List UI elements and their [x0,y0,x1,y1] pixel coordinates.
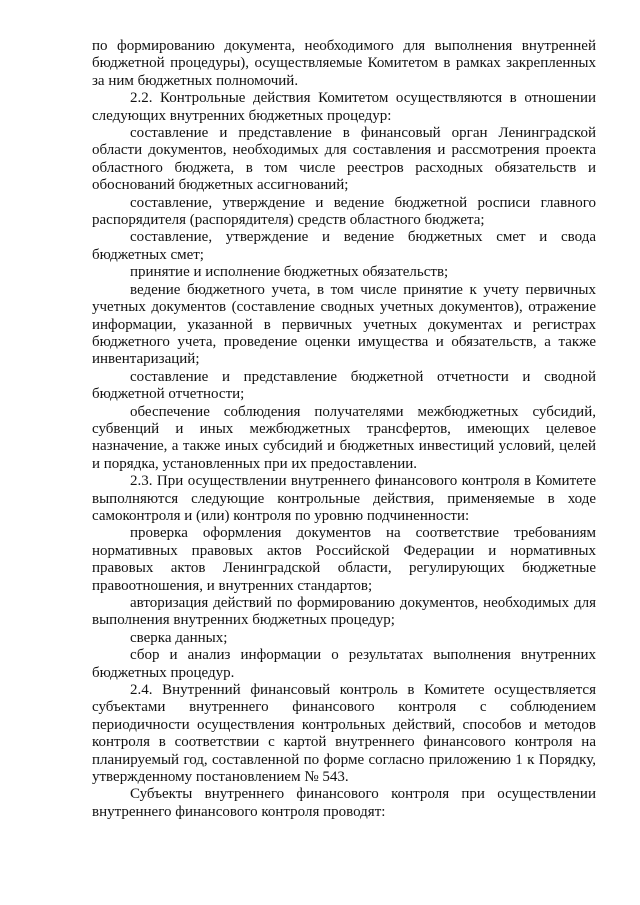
list-item-document-check: проверка оформления документов на соответствие требованиям нормативных правовых актов Российской Федерации и нормативных правовых актов Ленинградской области, регулирующих бюджетные правоотношения, и внутренних стандартов; [92,525,596,594]
list-item-budget-documents: составление и представление в финансовый орган Ленинградской области документов, необходимых для составления и рассмотрения проекта областного бюджета, в том числе реестров расходных обязательств и обоснований бюджетных ассигнований; [92,125,596,194]
paragraph-control-subjects: Субъекты внутреннего финансового контроля при осуществлении внутреннего финансового контроля проводят: [92,786,596,820]
list-item-authorization: авторизация действий по формированию документов, необходимых для выполнения внутренних бюджетных процедур; [92,595,596,629]
paragraph-section-2-4: 2.4. Внутренний финансовый контроль в Комитете осуществляется субъектами внутреннего финансового контроля с соблюдением периодичности осуществления контрольных действий, способов и методов контроля в соответствии с картой внутреннего финансового контроля на планируемый год, составленной по форме согласно приложению 1 к Порядку, утвержденному постановлением № 543. [92,682,596,786]
list-item-budget-obligations: принятие и исполнение бюджетных обязательств; [130,264,449,281]
list-item-budget-estimates: составление, утверждение и ведение бюджетных смет и свода бюджетных смет; [92,229,596,263]
paragraph-section-2-2: 2.2. Контрольные действия Комитетом осуществляются в отношении следующих внутренних бюджетных процедур: [92,90,596,124]
list-item-information-analysis: сбор и анализ информации о результатах выполнения внутренних бюджетных процедур. [92,647,596,681]
list-item-budget-reporting: составление и представление бюджетной отчетности и сводной бюджетной отчетности; [92,368,596,403]
paragraph-continuation: по формированию документа, необходимого для выполнения внутренней бюджетной процедуры), осуществляемые Комитетом в рамках закрепленных за ним бюджетных полномочий. [92,38,596,89]
list-item-budget-accounting: ведение бюджетного учета, в том числе принятие к учету первичных учетных документов (составление сводных учетных документов), отражение информации, указанной в первичных учетных документах и регистрах бюджетного учета, проведение оценки имущества и обязательств, а также инвентаризаций; [92,281,596,368]
list-item-budget-schedule: составление, утверждение и ведение бюджетной росписи главного распорядителя (распорядителя) средств областного бюджета; [92,194,596,229]
list-item-data-reconciliation: сверка данных; [130,629,228,646]
paragraph-section-2-3: 2.3. При осуществлении внутреннего финансового контроля в Комитете выполняются следующие контрольные действия, применяемые в ходе самоконтроля и (или) контроля по уровню подчиненности: [92,473,596,524]
list-item-subsidy-compliance: обеспечение соблюдения получателями межбюджетных субсидий, субвенций и иных межбюджетных трансфертов, имеющих целевое назначение, а также иных субсидий и бюджетных инвестиций условий, целей и порядка, установленных при их предоставлении. [92,403,596,472]
